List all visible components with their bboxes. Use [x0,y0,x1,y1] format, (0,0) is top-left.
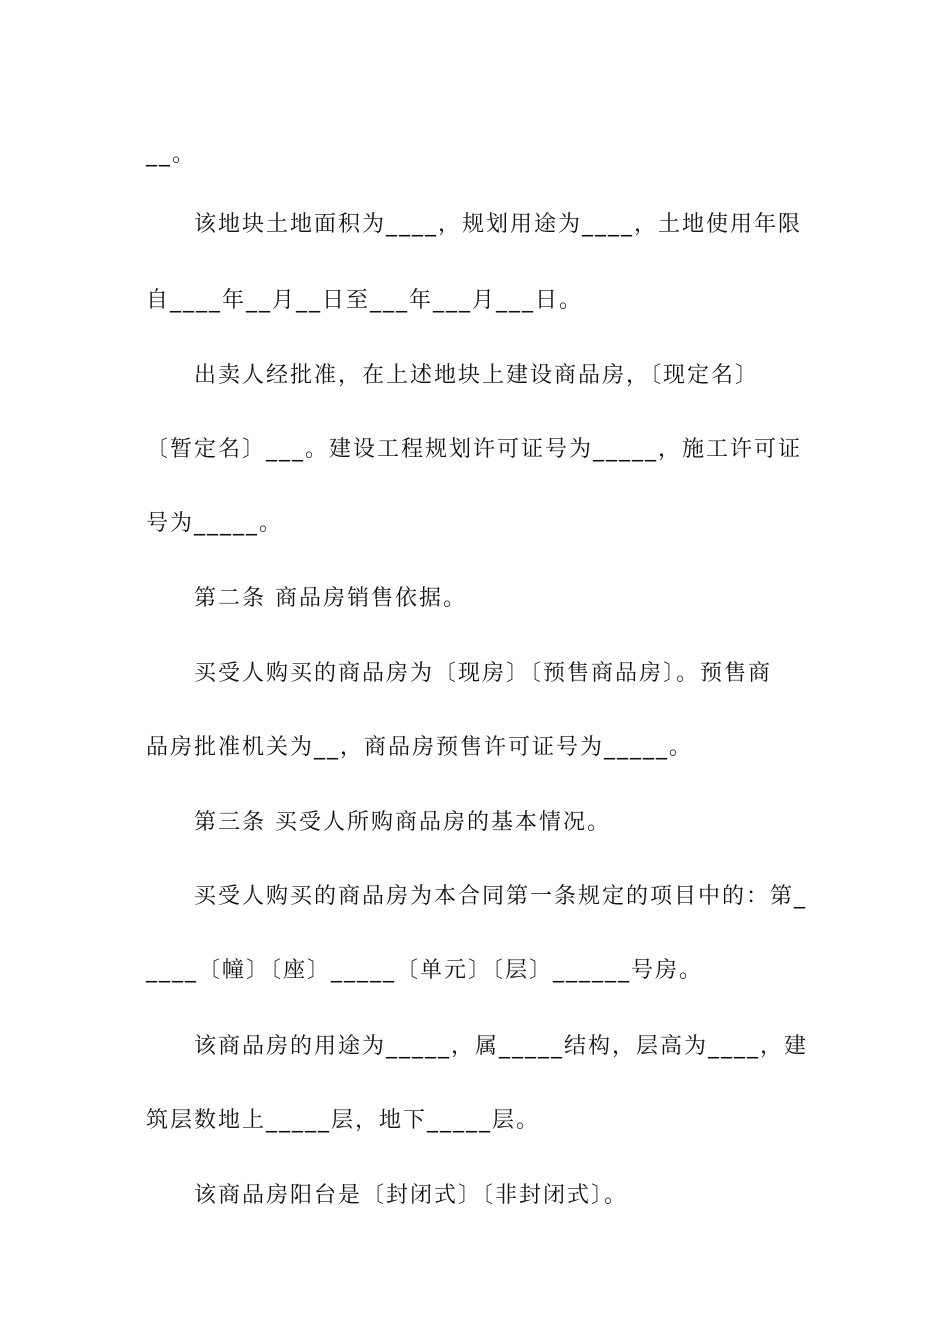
text-line-9: 品房批准机关为__，商品房预售许可证号为_____。 [146,735,694,760]
text-line-11: 买受人购买的商品房为本合同第一条规定的项目中的：第_ [194,884,808,909]
text-line-6: 号为_____。 [146,511,284,536]
text-line-15: 该商品房阳台是〔封闭式〕〔非封闭式〕。 [194,1183,629,1208]
text-line-13: 该商品房的用途为_____，属_____结构，层高为____，建 [194,1034,809,1059]
text-line-4: 出卖人经批准，在上述地块上建设商品房，〔现定名〕 [194,363,760,388]
section-heading-2: 第二条 商品房销售依据。 [194,586,467,611]
text-line-3: 自____年__月__日至___年___月___日。 [146,288,584,313]
text-line-2: 该地块土地面积为____，规划用途为____，土地使用年限 [194,212,803,237]
text-line-12: ____〔幢〕〔座〕_____〔单元〕〔层〕______号房。 [146,958,704,983]
text-line-8: 买受人购买的商品房为〔现房〕〔预售商品房〕。预售商 [194,661,773,686]
text-line-5: 〔暂定名〕___。建设工程规划许可证号为_____，施工许可证 [146,437,803,462]
text-line-14: 筑层数地上_____层，地下_____层。 [146,1108,541,1133]
text-line-1: __。 [146,142,197,167]
section-heading-3: 第三条 买受人所购商品房的基本情况。 [194,810,611,835]
